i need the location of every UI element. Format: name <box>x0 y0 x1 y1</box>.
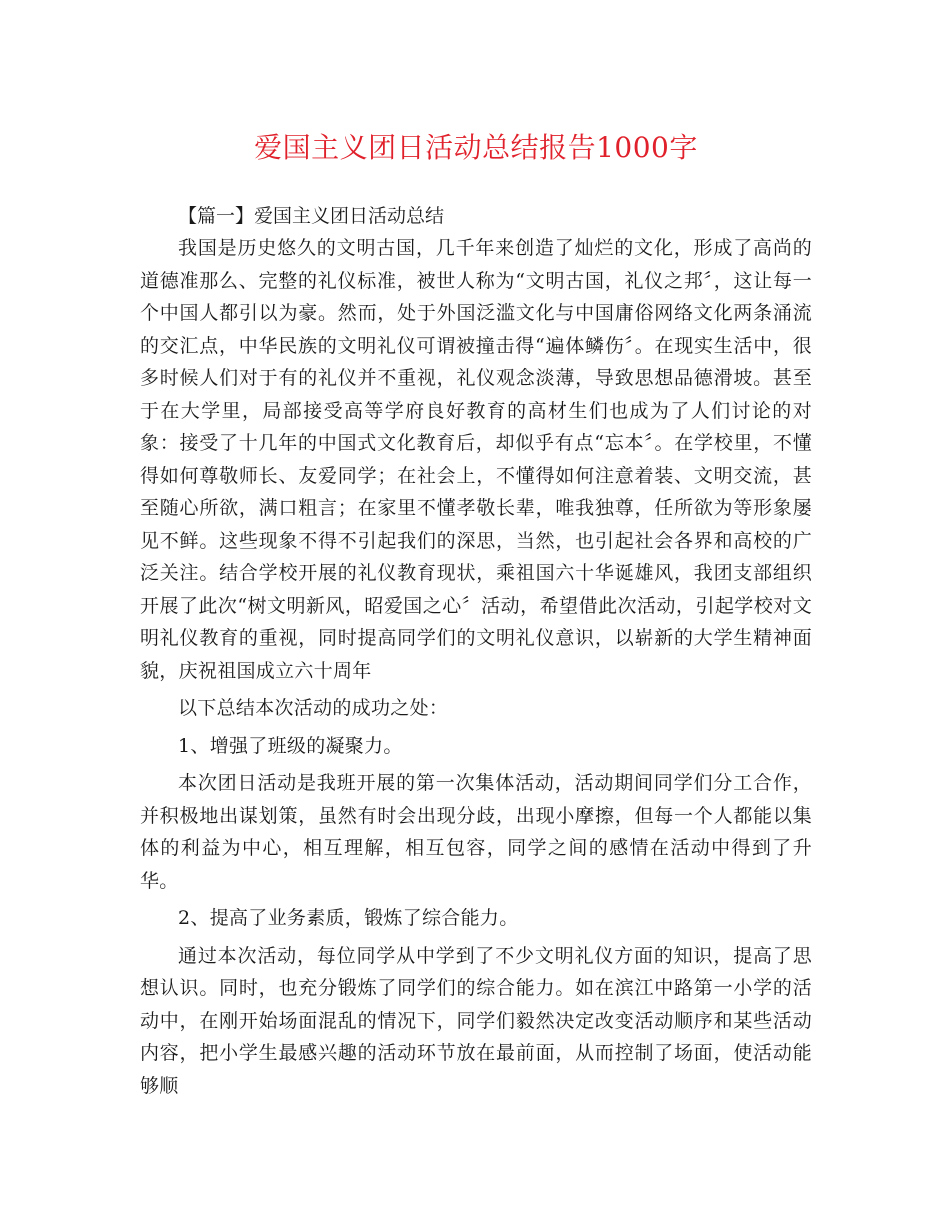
document-title: 爱国主义团日活动总结报告1000字 <box>254 131 698 164</box>
paragraph-point-2-heading: 2、提高了业务素质，锻炼了综合能力。 <box>178 907 519 929</box>
paragraph-point-1-heading: 1、增强了班级的凝聚力。 <box>178 734 403 757</box>
paragraph-intro: 我国是历史悠久的文明古国，几千年来创造了灿烂的文化，形成了高尚的道德准那么、完整的礼仪标准，被世人称为“文明古国，礼仪之邦〞，这让每一个中国人都引以为豪。然而，处于外国泛滥文化与中国庸俗网络文化两条涌流的交汇点，中华民族的文明礼仪可谓被撞击得“遍体鳞伤〞。在现实生活中，很多时候人们对于有的礼仪并不重视，礼仪观念淡薄，导致思想品德滑坡。甚至于在大学里，局部接受高等学府良好教育的高材生们也成为了人们讨论的对象：接受了十几年的中国式文化教育后，却似乎有点“忘本〞。在学校里，不懂得如何尊敬师长、友爱同学；在社会上，不懂得如何注意着装、文明交流，甚至随心所欲，满口粗言；在家里不懂孝敬长辈，唯我独尊，任所欲为等形象屡见不鲜。这些现象不得不引起我们的深思，当然，也引起社会各界和高校的广泛关注。结合学校开展的礼仪教育现状，乘祖国六十华诞雄风，我团支部组织开展了此次“树文明新风，昭爱国之心〞活动，希望借此次活动，引起学校对文明礼仪教育的重视，同时提高同学们的文明礼仪意识，以崭新的大学生精神面貌，庆祝祖国成立六十周年 <box>140 237 812 682</box>
paragraph-point-2-body: 通过本次活动，每位同学从中学到了不少文明礼仪方面的知识，提高了思想认识。同时，也充分锻炼了同学们的综合能力。如在滨江中路第一小学的活动中，在刚开始场面混乱的情况下，同学们毅然决定改变活动顺序和某些活动内容，把小学生最感兴趣的活动环节放在最前面，从而控制了场面，使活动能够顺 <box>140 944 812 1097</box>
paragraph-point-1-body: 本次团日活动是我班开展的第一次集体活动，活动期间同学们分工合作，并积极地出谋划策，虽然有时会出现分歧，出现小摩擦，但每一个人都能以集体的利益为中心，相互理解，相互包容，同学之间的感情在活动中得到了升华。 <box>140 772 812 892</box>
section-heading: 【篇一】爱国主义团日活动总结 <box>178 205 445 227</box>
paragraph-summary-lead: 以下总结本次活动的成功之处： <box>178 697 449 719</box>
document-page <box>140 128 812 1107</box>
